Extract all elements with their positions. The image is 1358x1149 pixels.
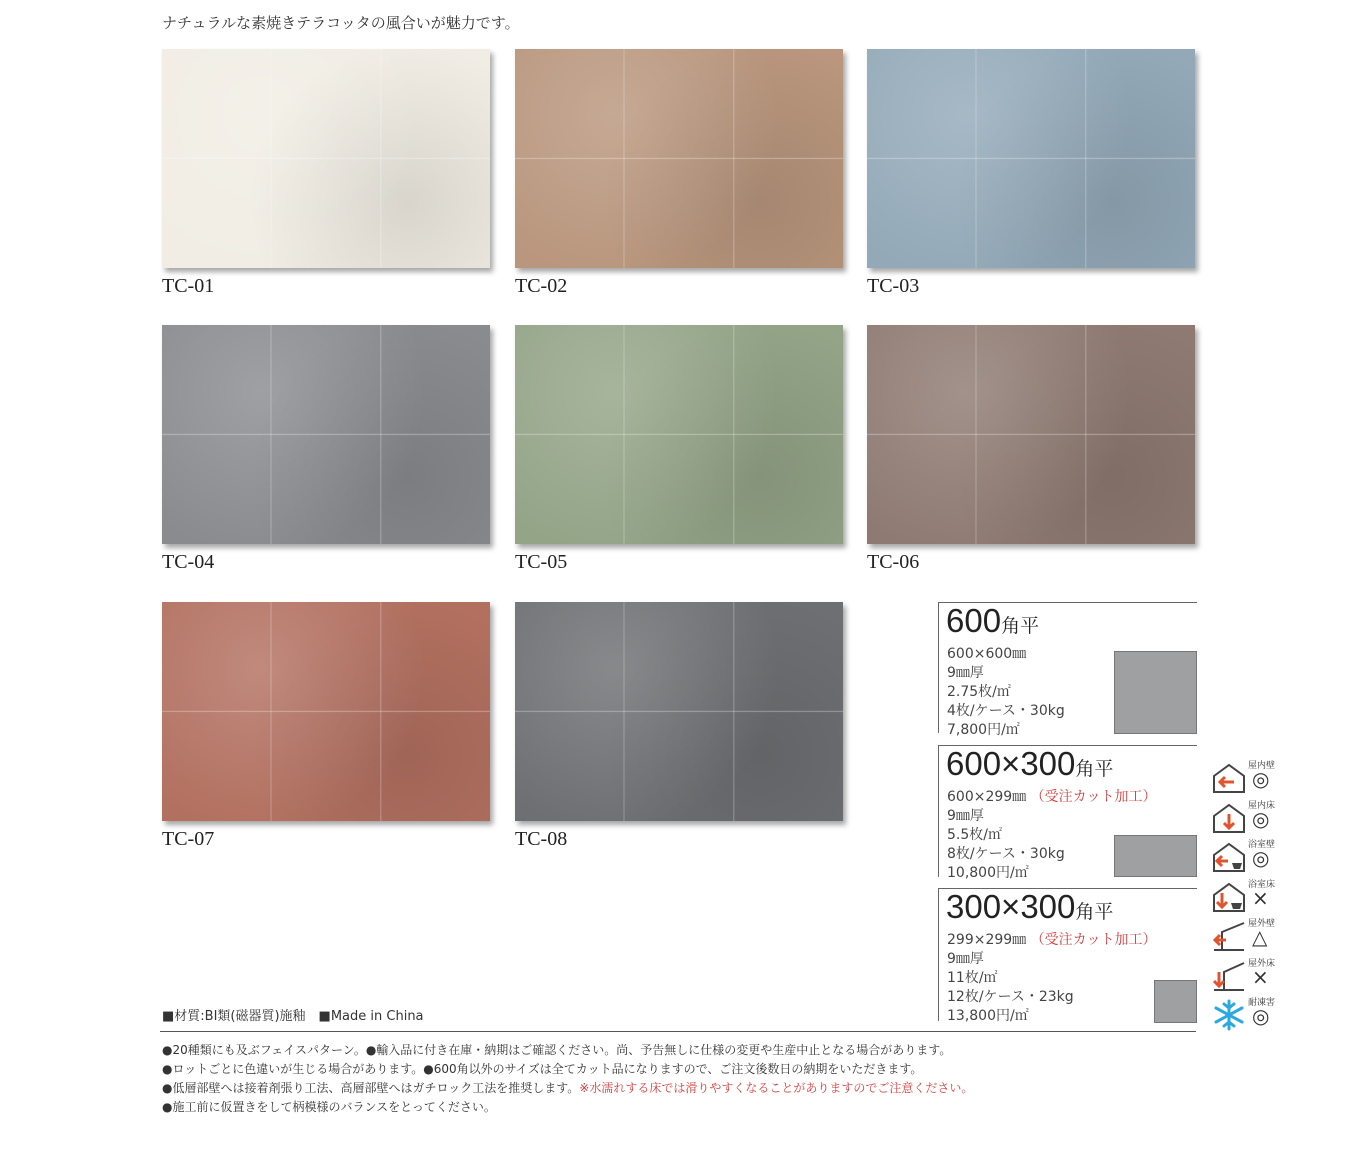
note-warning: ※水濡れする床では滑りやすくなることがありますのでご注意ください。 — [579, 1081, 974, 1095]
usage-outdoor-wall — [1212, 916, 1292, 956]
tile-code: TC-05 — [515, 551, 568, 573]
tile-code: TC-01 — [162, 275, 215, 297]
usage-mark: ◎ — [1252, 1004, 1270, 1028]
tile-swatch — [162, 325, 490, 544]
note-text: ●低層部壁へは接着剤張り工法、高層部壁へはガチロック工法を推奨します。 — [162, 1081, 580, 1095]
usage-indoor-wall — [1212, 758, 1292, 798]
tile-code: TC-08 — [515, 828, 568, 850]
material-line: ■材質:BI類(磁器質)施釉 ■Made in China — [162, 1009, 424, 1024]
spec-suffix: 角平 — [1075, 759, 1114, 780]
indoor-floor-icon — [1212, 802, 1246, 834]
outdoor-floor-icon — [1212, 960, 1246, 992]
spec-600x300 — [938, 745, 1197, 881]
usage-label: 屋外壁 — [1248, 919, 1276, 929]
size-chip — [1114, 835, 1197, 877]
spec-suffix: 角平 — [1075, 902, 1114, 923]
spec-case: 12枚/ケース・23kg — [947, 989, 1074, 1005]
usage-mark: × — [1252, 964, 1269, 989]
tile-code: TC-03 — [867, 275, 920, 297]
spec-size: 600×300 — [946, 745, 1076, 782]
spec-300x300 — [938, 888, 1197, 1024]
note-line: ●施工前に仮置きをして柄模様のバランスをとってください。 — [162, 1100, 496, 1114]
tile-swatch — [515, 602, 843, 821]
usage-icons — [1212, 758, 1292, 1035]
note-line: ●ロットごとに色違いが生じる場合があります。●600角以外のサイズは全てカット品になりますので、ご注文後数日の納期をいただきます。 — [162, 1062, 923, 1076]
usage-label: 浴室壁 — [1248, 840, 1276, 850]
spec-dimension: 600×299㎜ — [947, 789, 1027, 805]
size-chip — [1154, 980, 1197, 1023]
divider — [160, 1031, 1196, 1032]
usage-outdoor-floor — [1212, 956, 1292, 996]
tile-swatch — [162, 602, 490, 821]
spec-dimension: 299×299㎜ — [947, 932, 1027, 948]
size-chip — [1114, 651, 1197, 734]
snowflake-icon — [1212, 999, 1246, 1031]
spec-per-sqm: 11枚/㎡ — [947, 970, 998, 986]
spec-size: 600 — [946, 602, 1002, 639]
note-line: ●20種類にも及ぶフェイスパターン。●輸入品に付き在庫・納期はご確認ください。尚、予告無しに仕様の変更や生産中止となる場合があります。 — [162, 1043, 952, 1057]
usage-bath-floor — [1212, 877, 1292, 917]
spec-price: 13,800円/㎡ — [947, 1008, 1029, 1024]
spec-thickness: 9㎜厚 — [947, 808, 984, 824]
indoor-wall-icon — [1212, 762, 1246, 794]
bath-floor-icon — [1212, 881, 1246, 913]
usage-mark: ◎ — [1252, 806, 1270, 831]
spec-price: 10,800円/㎡ — [947, 865, 1029, 881]
spec-600-square — [938, 602, 1197, 738]
outdoor-wall-icon — [1212, 920, 1246, 952]
spec-per-sqm: 5.5枚/㎡ — [947, 827, 1002, 843]
usage-bath-wall — [1212, 837, 1292, 877]
usage-mark: ◎ — [1252, 846, 1270, 870]
spec-dimension: 600×600㎜ — [947, 646, 1027, 662]
tile-code: TC-04 — [162, 551, 215, 573]
tile-code: TC-06 — [867, 551, 920, 573]
usage-mark: △ — [1252, 925, 1268, 949]
usage-frost — [1212, 995, 1292, 1035]
tile-swatch — [515, 49, 843, 268]
usage-mark: × — [1252, 885, 1269, 910]
tile-swatch — [162, 49, 490, 268]
spec-size: 300×300 — [946, 888, 1076, 925]
spec-thickness: 9㎜厚 — [947, 951, 984, 967]
usage-label: 耐凍害 — [1248, 998, 1276, 1008]
note-line — [162, 1079, 973, 1098]
spec-price: 7,800円/㎡ — [947, 722, 1020, 738]
intro-text: ナチュラルな素焼きテラコッタの風合いが魅力です。 — [162, 14, 520, 32]
bath-wall-icon — [1212, 841, 1246, 873]
tile-swatch — [867, 325, 1195, 544]
spec-cut-note: （受注カット加工） — [1030, 932, 1157, 948]
usage-mark: ◎ — [1252, 767, 1270, 791]
tile-code: TC-07 — [162, 828, 215, 850]
spec-case: 8枚/ケース・30kg — [947, 846, 1065, 862]
usage-label: 浴室床 — [1248, 879, 1276, 890]
tile-code: TC-02 — [515, 275, 568, 297]
spec-thickness: 9㎜厚 — [947, 665, 984, 681]
spec-case: 4枚/ケース・30kg — [947, 703, 1065, 719]
usage-indoor-floor — [1212, 798, 1292, 838]
usage-label: 屋外床 — [1248, 958, 1276, 969]
spec-suffix: 角平 — [1001, 616, 1040, 637]
tile-swatch — [867, 49, 1195, 268]
spec-per-sqm: 2.75枚/㎡ — [947, 684, 1011, 700]
spec-cut-note: （受注カット加工） — [1030, 789, 1157, 805]
usage-label: 屋内床 — [1248, 800, 1276, 811]
usage-label: 屋内壁 — [1248, 761, 1276, 771]
tile-swatch — [515, 325, 843, 544]
notes — [162, 1041, 973, 1117]
